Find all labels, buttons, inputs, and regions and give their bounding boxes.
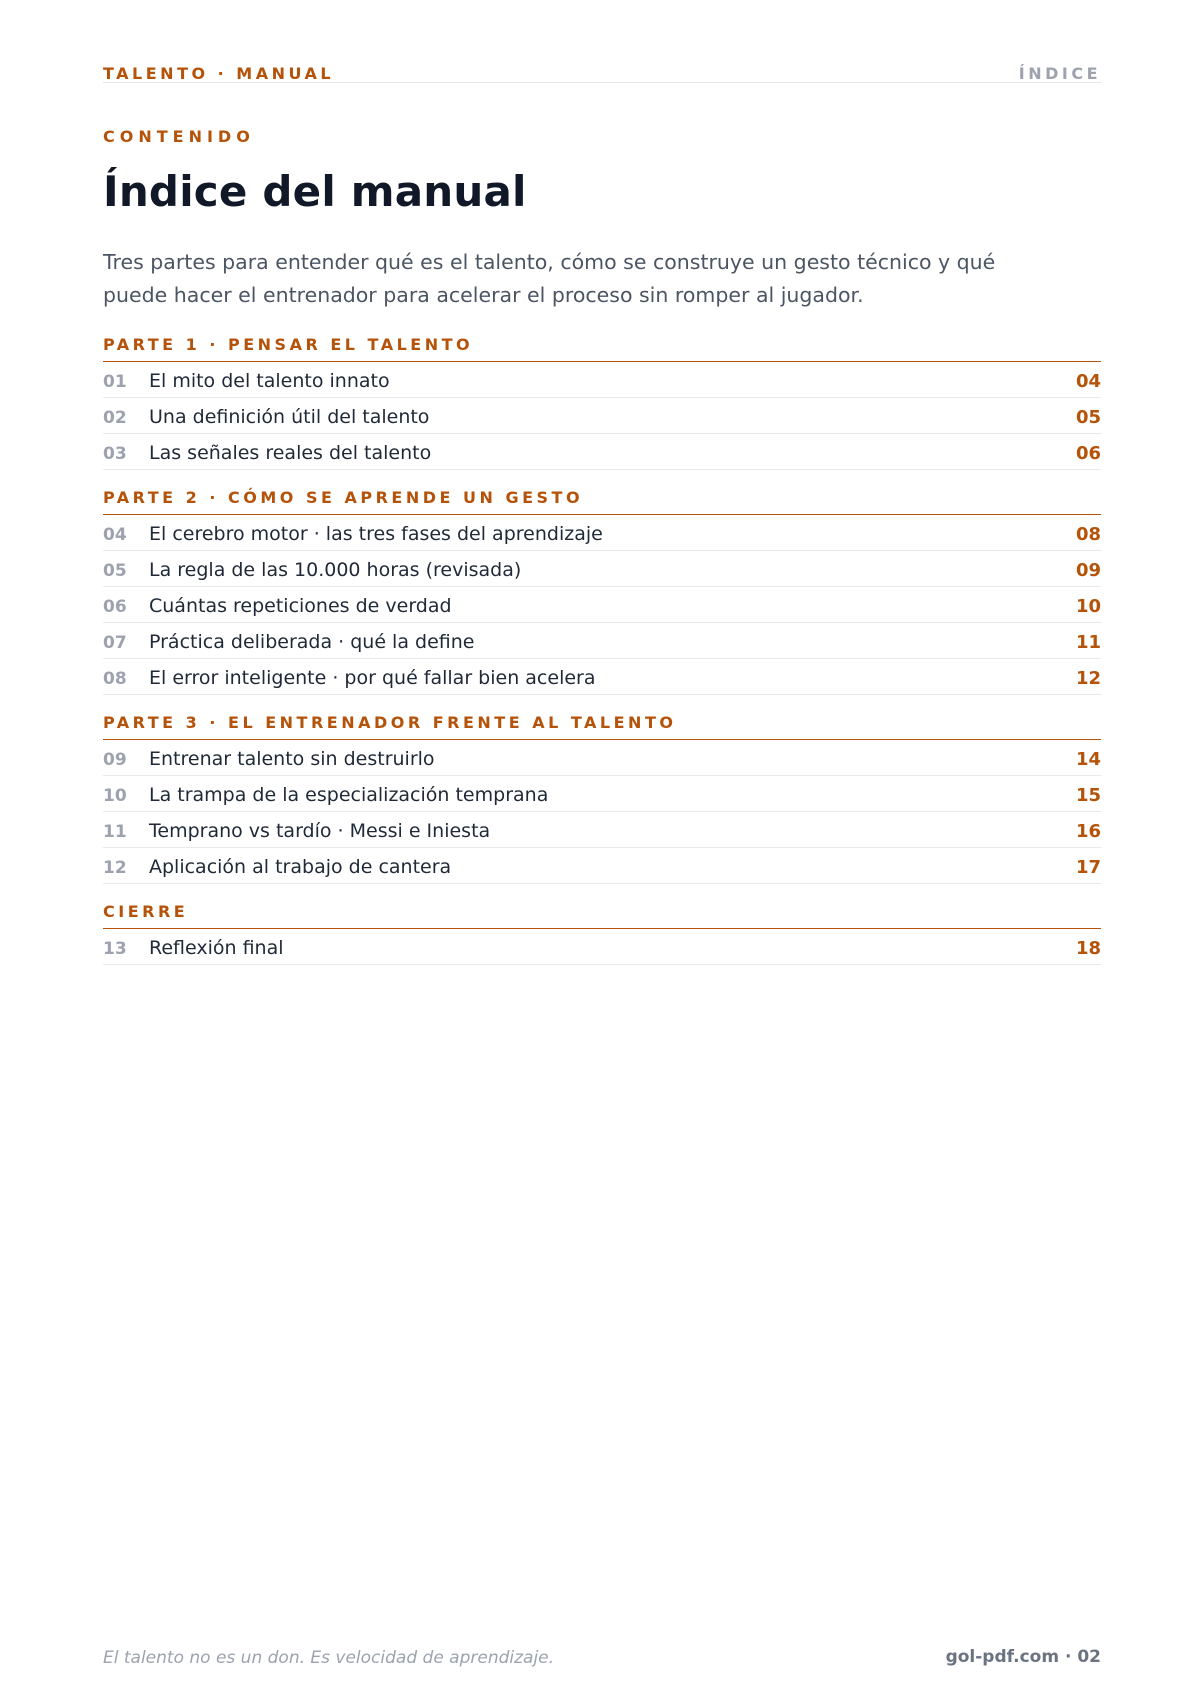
- toc-entry-title: Reflexión final: [149, 937, 284, 959]
- toc-section-heading: PARTE 1 · PENSAR EL TALENTO: [103, 333, 1101, 362]
- intro-paragraph: Tres partes para entender qué es el talento, cómo se construye un gesto técnico y qué puede hacer el entrenador para acelerar el proceso sin romper al jugador.: [103, 250, 996, 307]
- toc-entry-title: Temprano vs tardío · Messi e Iniesta: [149, 820, 491, 842]
- toc-entry-number: 01: [103, 372, 127, 392]
- toc-entry-page: 05: [1075, 407, 1101, 428]
- toc-entry-title: Las señales reales del talento: [149, 442, 432, 464]
- running-header: [103, 62, 1101, 83]
- toc-entry-number: 09: [103, 750, 127, 770]
- toc-entry-page: 08: [1075, 524, 1101, 545]
- toc-entry[interactable]: [103, 398, 1101, 434]
- toc-entry[interactable]: [103, 551, 1101, 587]
- toc-entry-number: 02: [103, 408, 127, 428]
- toc-section-heading: PARTE 2 · CÓMO SE APRENDE UN GESTO: [103, 486, 1101, 515]
- toc-entry-title: La trampa de la especialización temprana: [149, 784, 549, 806]
- toc-entry-page: 11: [1075, 632, 1101, 653]
- toc-entry[interactable]: [103, 434, 1101, 470]
- toc-entry[interactable]: [103, 740, 1101, 776]
- section-eyebrow: CONTENIDO: [103, 127, 255, 146]
- toc-entry-number: 05: [103, 561, 127, 581]
- toc-entry-page: 04: [1075, 371, 1101, 392]
- toc-entry[interactable]: [103, 623, 1101, 659]
- toc-entry-page: 12: [1075, 668, 1101, 689]
- toc-entry-title: La regla de las 10.000 horas (revisada): [149, 559, 522, 581]
- toc-entry-title: Entrenar talento sin destruirlo: [149, 748, 435, 770]
- toc-entry-title: Cuántas repeticiones de verdad: [149, 595, 452, 617]
- footer-quote: El talento no es un don. Es velocidad de aprendizaje.: [103, 1648, 555, 1668]
- toc-entry-number: 04: [103, 525, 127, 545]
- toc-entry-page: 09: [1075, 560, 1101, 581]
- toc-entry-title: Una definición útil del talento: [149, 406, 430, 428]
- footer-page-number: gol-pdf.com · 02: [945, 1647, 1101, 1667]
- toc-entry-number: 06: [103, 597, 127, 617]
- toc-entry-number: 13: [103, 939, 127, 959]
- toc-entry[interactable]: [103, 812, 1101, 848]
- toc-entry-page: 10: [1075, 596, 1101, 617]
- toc-entry-title: El error inteligente · por qué fallar bien acelera: [149, 667, 596, 689]
- toc-entry-number: 11: [103, 822, 127, 842]
- running-header-section: ÍNDICE: [1018, 64, 1101, 83]
- toc-entry[interactable]: [103, 776, 1101, 812]
- toc-entry-page: 06: [1075, 443, 1101, 464]
- toc-entry[interactable]: [103, 362, 1101, 398]
- toc-entry[interactable]: [103, 515, 1101, 551]
- toc-entry-number: 10: [103, 786, 127, 806]
- toc-entry-number: 03: [103, 444, 127, 464]
- toc-entry-page: 14: [1075, 749, 1101, 770]
- toc-entry-page: 17: [1075, 857, 1101, 878]
- toc-entry-page: 15: [1075, 785, 1101, 806]
- toc-section-heading: PARTE 3 · EL ENTRENADOR FRENTE AL TALENTO: [103, 711, 1101, 740]
- page-title: Índice del manual: [103, 167, 527, 216]
- toc-entry-page: 18: [1075, 938, 1101, 959]
- running-header-title: TALENTO · MANUAL: [103, 64, 335, 83]
- toc-entry-title: El cerebro motor · las tres fases del aprendizaje: [149, 523, 603, 545]
- toc-entry-title: Práctica deliberada · qué la define: [149, 631, 475, 653]
- toc-entry-number: 08: [103, 669, 127, 689]
- toc-entry[interactable]: [103, 659, 1101, 695]
- toc-entry[interactable]: [103, 848, 1101, 884]
- toc-entry[interactable]: [103, 587, 1101, 623]
- toc-entry-page: 16: [1075, 821, 1101, 842]
- table-of-contents: [103, 333, 1101, 965]
- toc-entry[interactable]: [103, 929, 1101, 965]
- toc-entry-title: El mito del talento innato: [149, 370, 390, 392]
- toc-section-heading: CIERRE: [103, 900, 1101, 929]
- toc-entry-number: 12: [103, 858, 127, 878]
- toc-entry-number: 07: [103, 633, 127, 653]
- toc-entry-title: Aplicación al trabajo de cantera: [149, 856, 452, 878]
